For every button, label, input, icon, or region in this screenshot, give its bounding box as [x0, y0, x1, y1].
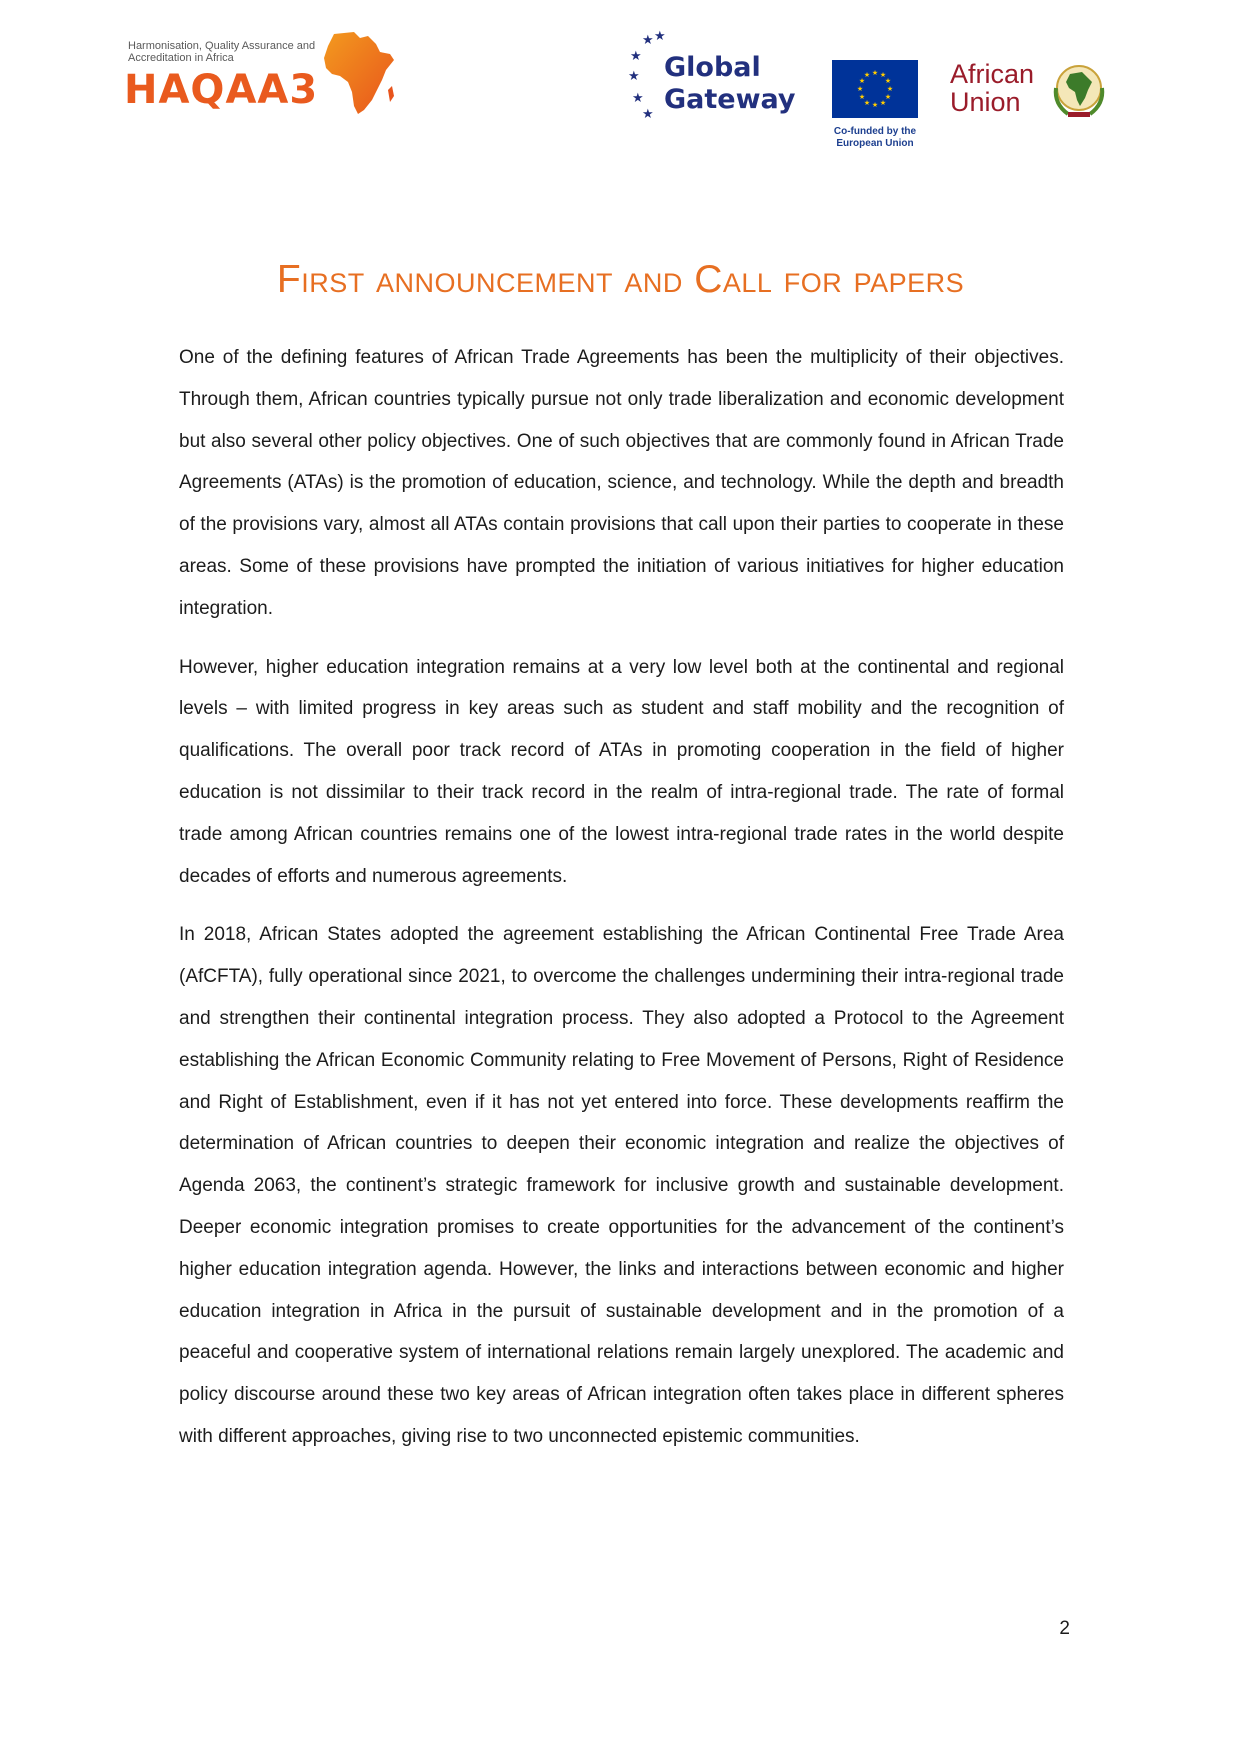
svg-text:★: ★: [871, 101, 879, 109]
svg-text:★: ★: [879, 71, 887, 79]
paragraph-1: One of the defining features of African Trade Agreements has been the multiplicity of their objectives. Through them, African countries typically pursue not only trade liberalization and economic development but also several other policy objectives. One of such objectives that are commonly found in African Trade Agreements (ATAs) is the promotion of education, science, and technology. While the depth and breadth of the provisions vary, almost all ATAs contain provisions that call upon their parties to cooperate in these areas. Some of these provisions have prompted the initiation of various initiatives for higher education integration.: [179, 347, 1064, 619]
paragraph-3: In 2018, African States adopted the agreement establishing the African Continental Free Trade Area (AfCFTA), fully operational since 2021, to overcome the challenges undermining their intra-regional trade and strengthen their continental integration process. They also adopted a Protocol to the Agreement establishing the African Economic Community relating to Free Movement of Persons, Right of Residence and Right of Establishment, even if it has not yet entered into force. These developments reaffirm the determination of African countries to deepen their economic integration and realize the objectives of Agenda 2063, the continent’s strategic framework for inclusive growth and sustainable development. Deeper economic integration promises to create opportunities for the advancement of the continent’s higher education integration agenda. However, the links and interactions between economic and higher education integration in Africa in the pursuit of sustainable development and in the promotion of a peaceful and cooperative system of international relations remain largely unexplored. The academic and policy discourse around these two key areas of African integration often takes place in different spheres with different approaches, giving rise to two unconnected epistemic communities.: [179, 924, 1064, 1447]
african-union-line2: Union: [950, 87, 1021, 117]
page-number: 2: [1059, 1618, 1070, 1639]
svg-text:★: ★: [863, 71, 871, 79]
svg-text:★: ★: [628, 69, 640, 84]
eu-caption: Co-funded by the European Union: [833, 126, 917, 149]
haqaa3-logo: [124, 30, 394, 120]
svg-text:★: ★: [879, 99, 887, 107]
svg-text:★: ★: [886, 85, 894, 93]
svg-text:★: ★: [871, 69, 879, 77]
african-union-line1: African: [950, 59, 1035, 89]
african-union-emblem-icon: [1050, 58, 1108, 120]
global-gateway-logo: [628, 30, 808, 130]
document-body: [179, 337, 1064, 1475]
svg-text:★: ★: [654, 30, 666, 44]
haqaa3-tagline: Harmonisation, Quality Assurance and Accreditation in Africa: [128, 40, 316, 64]
haqaa3-wordmark: HAQAA3: [124, 67, 319, 113]
svg-text:★: ★: [884, 93, 892, 101]
svg-text:★: ★: [642, 107, 654, 122]
svg-text:★: ★: [632, 91, 644, 106]
page-title: First announcement and Call for papers: [276, 258, 965, 301]
svg-text:★: ★: [642, 33, 654, 48]
african-union-logo: [950, 60, 1110, 124]
global-gateway-line2: Gateway: [664, 84, 796, 115]
svg-text:★: ★: [884, 77, 892, 85]
paragraph-2: However, higher education integration remains at a very low level both at the continental and regional levels – with limited progress in key areas such as student and staff mobility and the recognition of qualifications. The overall poor track record of ATAs in promoting cooperation in the field of higher education is not dissimilar to their track record in the realm of intra-regional trade. The rate of formal trade among African countries remains one of the lowest intra-regional trade rates in the world despite decades of efforts and numerous agreements.: [179, 656, 1064, 887]
svg-text:★: ★: [863, 99, 871, 107]
svg-text:★: ★: [630, 49, 642, 64]
global-gateway-line1: Global: [664, 52, 761, 83]
svg-text:★: ★: [856, 85, 864, 93]
svg-text:★: ★: [858, 93, 866, 101]
global-gateway-text: [664, 52, 796, 116]
africa-map-icon: [320, 30, 396, 116]
svg-text:★: ★: [858, 77, 866, 85]
african-union-text: [950, 60, 1034, 116]
eu-flag-icon: [832, 60, 918, 118]
eu-cofunded-logo: [830, 60, 930, 155]
